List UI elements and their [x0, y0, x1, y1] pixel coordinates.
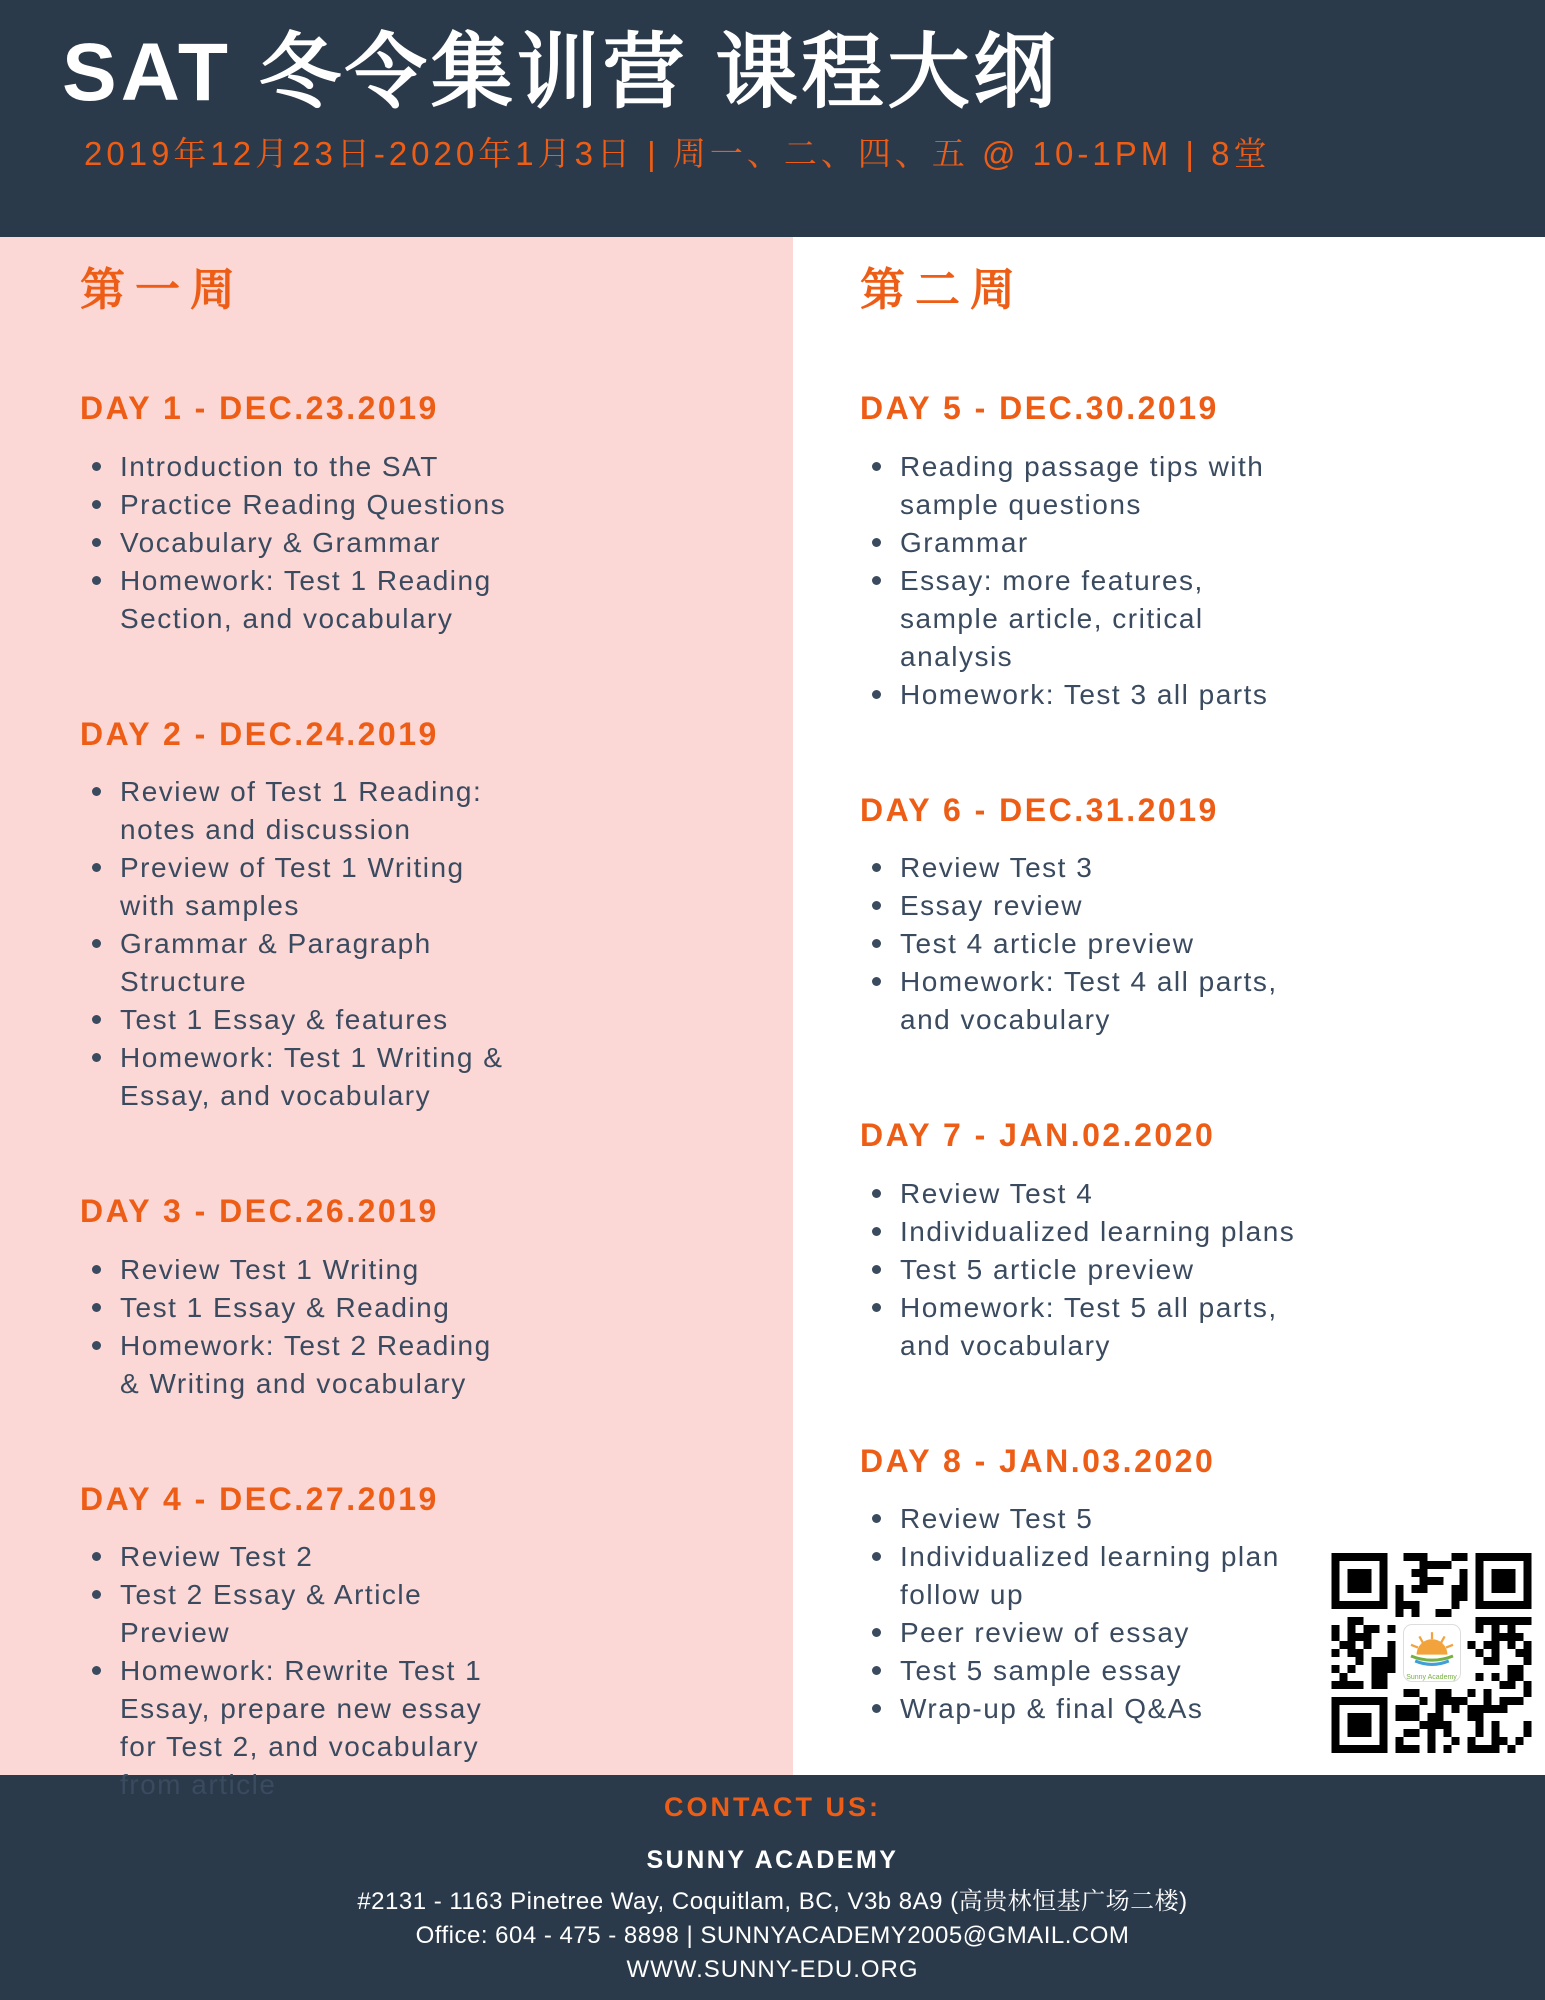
- day-6-heading: DAY 6 - DEC.31.2019: [860, 791, 1219, 828]
- wechat-qr-code: [1330, 1553, 1533, 1753]
- course-item: Review of Test 1 Reading: notes and discussion: [80, 773, 517, 849]
- day-8-item-list: [860, 1500, 1297, 1728]
- course-item: Reading passage tips with sample questions: [860, 448, 1297, 524]
- course-item: Essay: more features, sample article, critical analysis: [860, 562, 1297, 676]
- day-4-block: [80, 1480, 793, 1805]
- course-item: Test 2 Essay & Article Preview: [80, 1576, 517, 1652]
- week-1-label: 第一周: [80, 264, 246, 315]
- day-7-heading: DAY 7 - JAN.02.2020: [860, 1117, 1216, 1154]
- week-1-column: [0, 237, 793, 1801]
- course-item: Review Test 1 Writing: [80, 1251, 517, 1289]
- day-1-block: [80, 392, 793, 638]
- course-item: Review Test 5: [860, 1500, 1297, 1538]
- course-item: Grammar: [860, 524, 1297, 562]
- organization-name: SUNNY ACADEMY: [646, 1846, 899, 1874]
- course-item: Homework: Test 1 Writing & Essay, and vocabulary: [80, 1039, 517, 1115]
- course-item: Test 4 article preview: [860, 925, 1297, 963]
- contact-us-heading: CONTACT US:: [664, 1792, 881, 1822]
- day-3-item-list: [80, 1251, 517, 1403]
- day-3-block: [80, 1195, 793, 1403]
- course-item: Test 5 sample essay: [860, 1652, 1297, 1690]
- course-item: Individualized learning plans: [860, 1213, 1297, 1251]
- day-1-heading: DAY 1 - DEC.23.2019: [80, 390, 439, 426]
- poster-subtitle: 2019年12月23日-2020年1月3日 | 周一、二、四、五 @ 10-1PM | 8堂: [84, 135, 1271, 173]
- website-url: WWW.SUNNY-EDU.ORG: [626, 1956, 919, 1983]
- course-item: Homework: Test 2 Reading & Writing and vocabulary: [80, 1327, 517, 1403]
- office-contact-line: Office: 604 - 475 - 8898 | SUNNYACADEMY2005@GMAIL.COM: [415, 1922, 1130, 1949]
- day-8-heading: DAY 8 - JAN.03.2020: [860, 1442, 1216, 1479]
- day-7-item-list: [860, 1175, 1297, 1365]
- course-item: Homework: Test 3 all parts: [860, 676, 1297, 714]
- course-item: Homework: Test 1 Reading Section, and vocabulary: [80, 562, 517, 638]
- day-6-item-list: [860, 849, 1297, 1039]
- course-item: Review Test 3: [860, 849, 1297, 887]
- course-item: Review Test 4: [860, 1175, 1297, 1213]
- course-item: Test 1 Essay & features: [80, 1001, 517, 1039]
- sun-icon: [1404, 1625, 1460, 1673]
- poster-title: SAT 冬令集训营 课程大纲: [62, 27, 1060, 118]
- course-item: Vocabulary & Grammar: [80, 524, 517, 562]
- course-item: Test 5 article preview: [860, 1251, 1297, 1289]
- course-item: Test 1 Essay & Reading: [80, 1289, 517, 1327]
- course-item: Homework: Test 4 all parts, and vocabulary: [860, 963, 1297, 1039]
- day-2-item-list: [80, 773, 517, 1115]
- course-item: Essay review: [860, 887, 1297, 925]
- schedule-columns: [0, 237, 1545, 1801]
- day-4-heading: DAY 4 - DEC.27.2019: [80, 1480, 439, 1517]
- week-2-label: 第二周: [860, 264, 1026, 315]
- course-item: Peer review of essay: [860, 1614, 1297, 1652]
- day-5-block: [860, 392, 1545, 714]
- course-item: Review Test 2: [80, 1538, 517, 1576]
- course-item: Practice Reading Questions: [80, 486, 517, 524]
- course-item: Homework: Rewrite Test 1 Essay, prepare new essay for Test 2, and vocabulary from article: [80, 1652, 517, 1804]
- day-2-heading: DAY 2 - DEC.24.2019: [80, 715, 439, 752]
- footer: [0, 1775, 1545, 2000]
- day-7-block: [860, 1119, 1545, 1365]
- header: [0, 0, 1545, 237]
- course-item: Individualized learning plan follow up: [860, 1538, 1297, 1614]
- day-5-item-list: [860, 448, 1297, 714]
- course-item: Preview of Test 1 Writing with samples: [80, 849, 517, 925]
- course-item: Homework: Test 5 all parts, and vocabulary: [860, 1289, 1297, 1365]
- week-2-column: [793, 237, 1545, 1775]
- logo-text: Sunny Academy: [1406, 1674, 1457, 1681]
- day-3-heading: DAY 3 - DEC.26.2019: [80, 1193, 439, 1230]
- day-1-item-list: [80, 448, 517, 638]
- sunny-academy-logo: [1403, 1624, 1461, 1682]
- course-item: Grammar & Paragraph Structure: [80, 925, 517, 1001]
- course-item: Wrap-up & final Q&As: [860, 1690, 1297, 1728]
- day-4-item-list: [80, 1538, 517, 1804]
- course-item: Introduction to the SAT: [80, 448, 517, 486]
- address-line: #2131 - 1163 Pinetree Way, Coquitlam, BC, V3b 8A9 (高贵林恒基广场二楼): [357, 1888, 1188, 1915]
- day-6-block: [860, 791, 1545, 1040]
- day-2-block: [80, 715, 793, 1116]
- day-5-heading: DAY 5 - DEC.30.2019: [860, 390, 1219, 426]
